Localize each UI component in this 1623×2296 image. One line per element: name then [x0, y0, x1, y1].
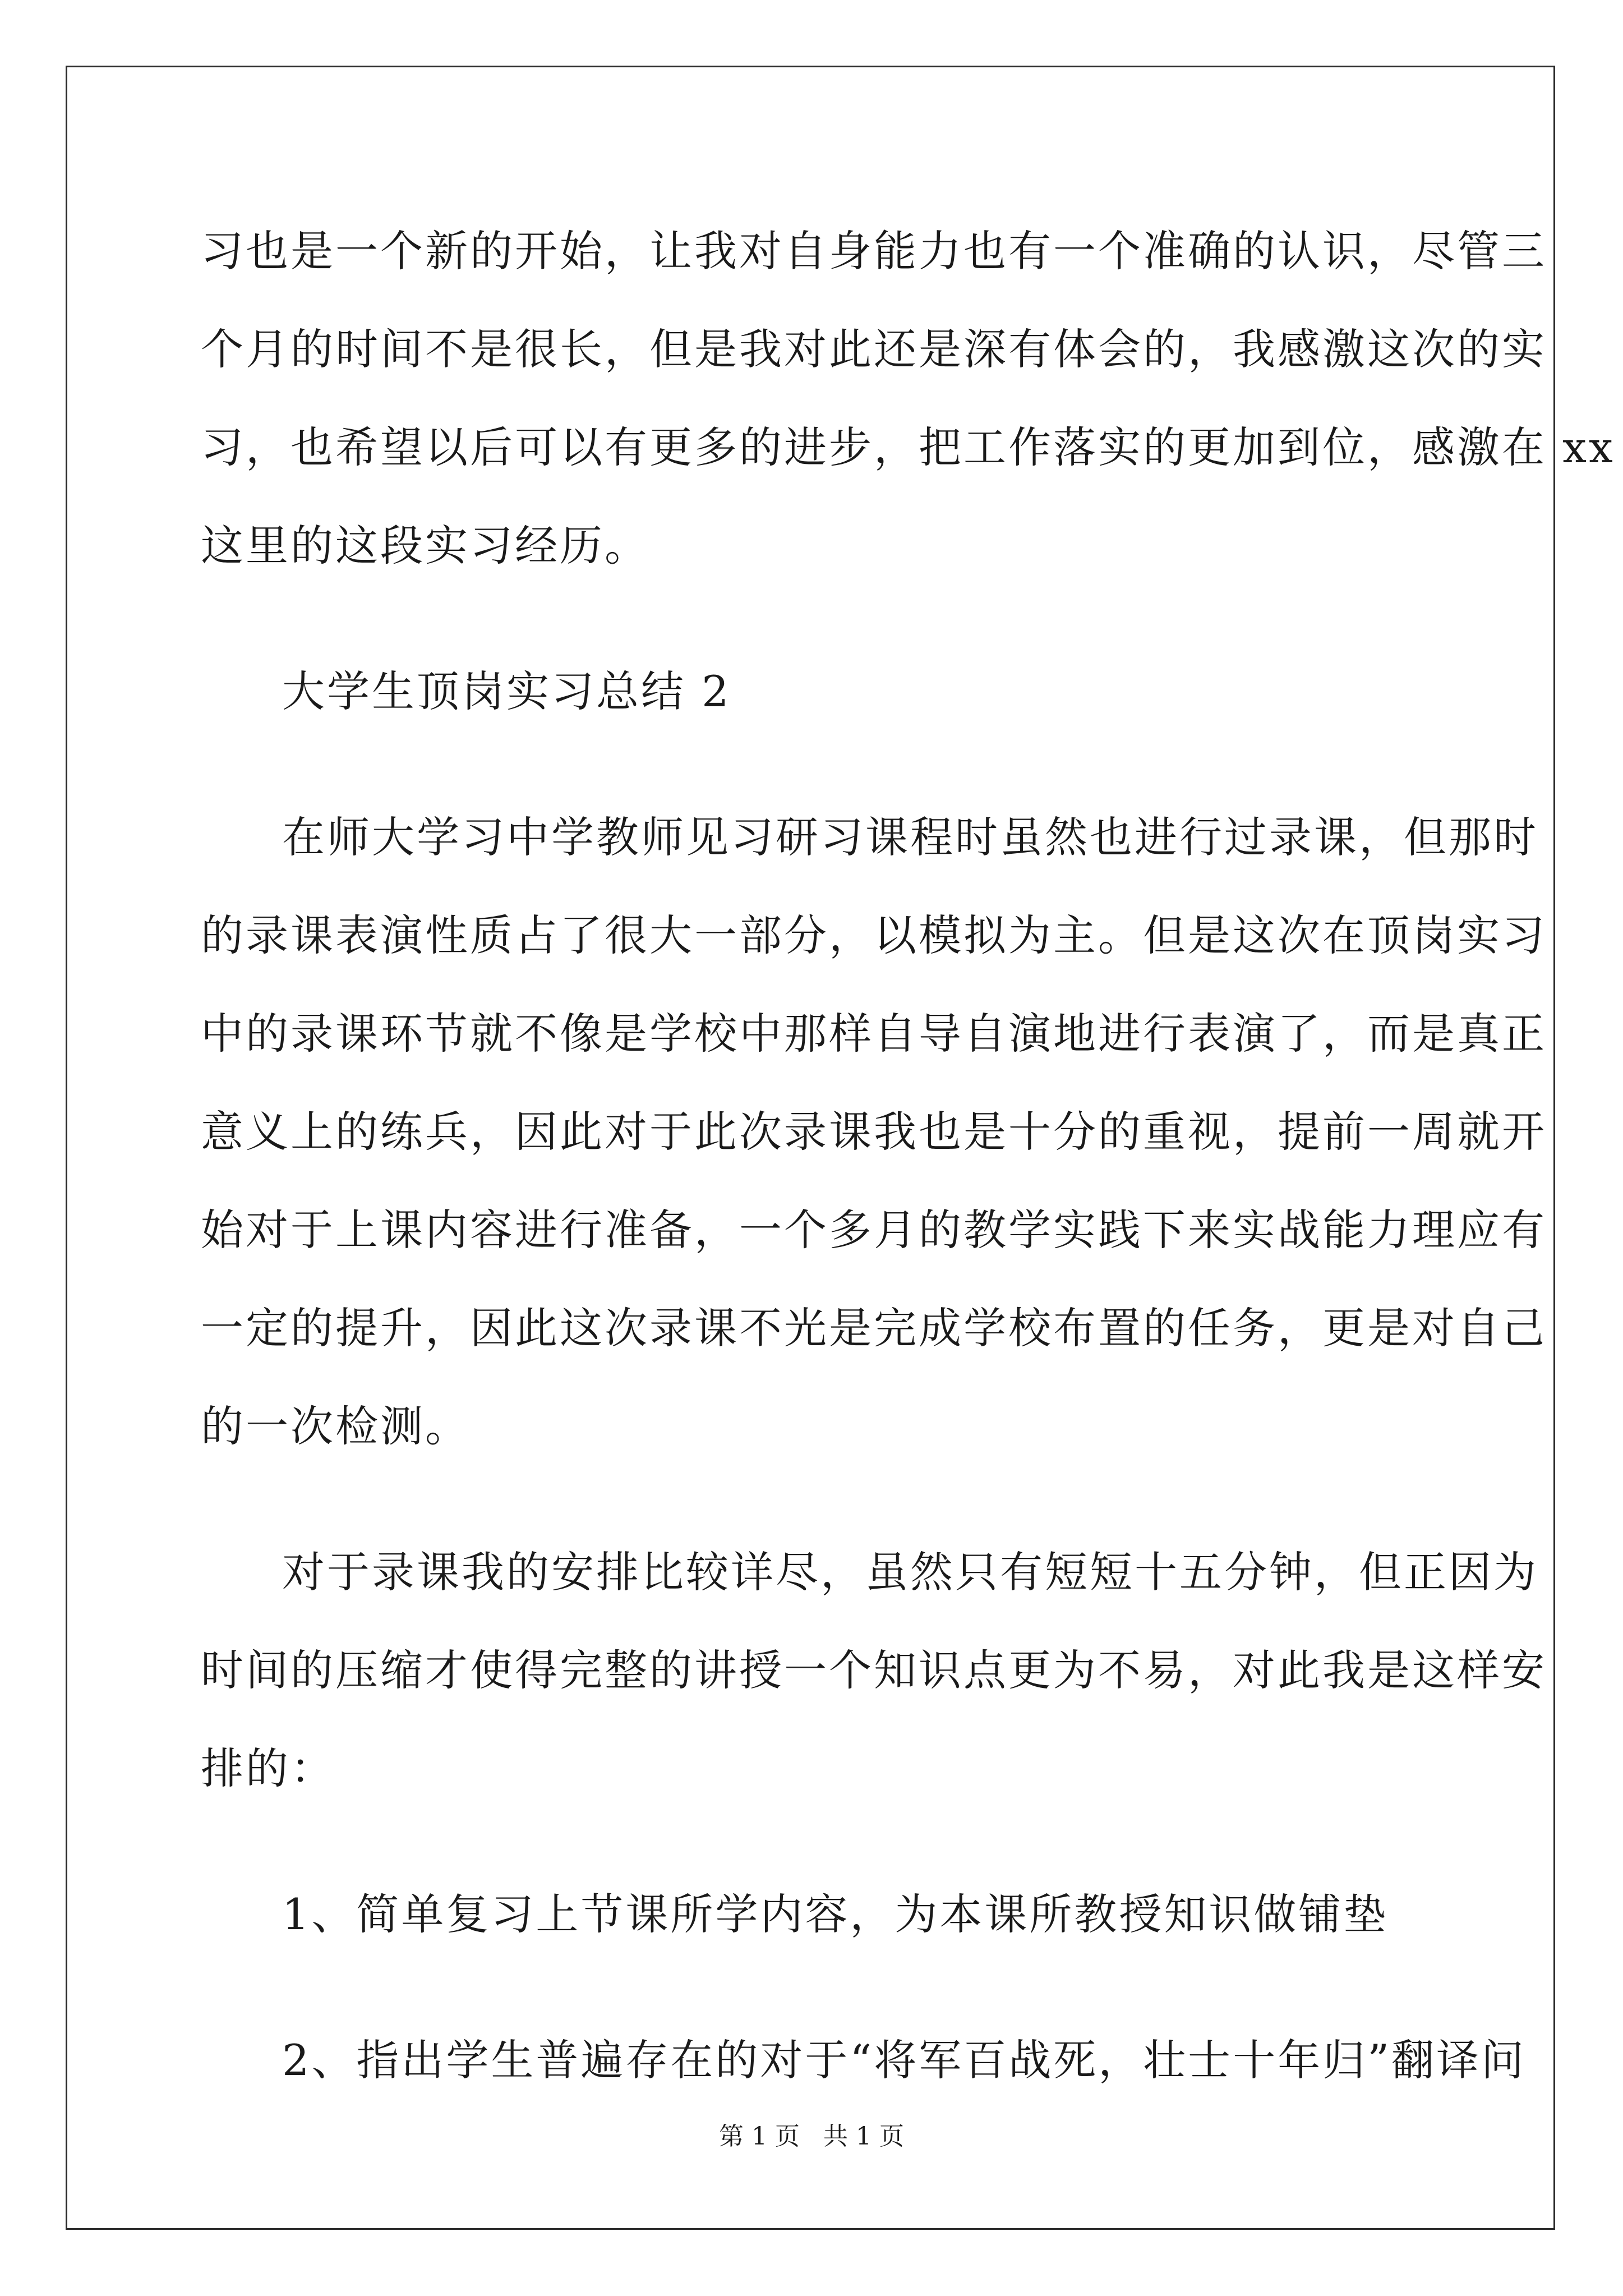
text-line: 排的：: [201, 1743, 335, 1793]
text-line: 的录课表演性质占了很大一部分，以模拟为主。但是这次在顶岗实习: [201, 910, 1547, 960]
text-line: 习也是一个新的开始，让我对自身能力也有一个准确的认识，尽管三: [201, 226, 1547, 276]
text-line: 时间的压缩才使得完整的讲授一个知识点更为不易，对此我是这样安: [201, 1645, 1547, 1695]
list-item: 1、简单复习上节课所学内容，为本课所教授知识做铺垫: [282, 1889, 1389, 1939]
text-line: 对于录课我的安排比较详尽，虽然只有短短十五分钟，但正因为: [282, 1547, 1538, 1597]
list-item: 2、指出学生普遍存在的对于“将军百战死，壮士十年归”翻译问: [282, 2035, 1527, 2085]
text-line: 习，也希望以后可以有更多的进步，把工作落实的更加到位，感激在 xx: [201, 422, 1615, 472]
text-line: 个月的时间不是很长，但是我对此还是深有体会的，我感激这次的实: [201, 324, 1547, 374]
page-footer: 第 1 页 共 1 页: [719, 2122, 904, 2151]
text-line: 意义上的练兵，因此对于此次录课我也是十分的重视，提前一周就开: [201, 1107, 1547, 1157]
text-line: 在师大学习中学教师见习研习课程时虽然也进行过录课，但那时: [282, 812, 1538, 862]
text-line: 中的录课环节就不像是学校中那样自导自演地进行表演了，而是真正: [201, 1009, 1547, 1059]
text-line: 始对于上课内容进行准备，一个多月的教学实践下来实战能力理应有: [201, 1205, 1547, 1255]
text-line: 这里的这段实习经历。: [201, 521, 649, 570]
section-heading: 大学生顶岗实习总结 2: [282, 666, 731, 716]
document-body: [201, 202, 1615, 2109]
text-line: 一定的提升，因此这次录课不光是完成学校布置的任务，更是对自己: [201, 1303, 1547, 1353]
text-line: 的一次检测。: [201, 1401, 470, 1451]
